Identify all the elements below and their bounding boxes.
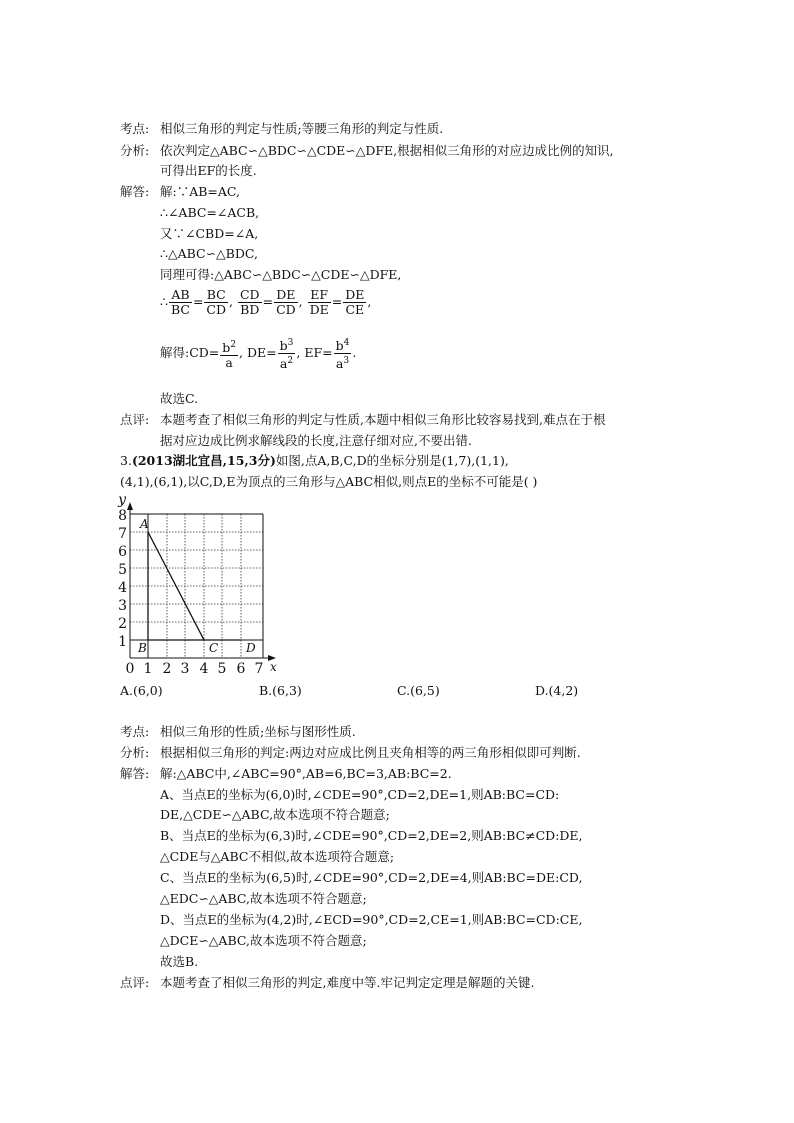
x-tick-3: 3 [180,661,190,677]
question-3-line-1: 3.(2013湖北宜昌,15,3分)如图,点A,B,C,D的坐标分别是(1,7),(1,1), [120,453,509,468]
jieda-label-2: 解答: [120,766,150,781]
x-tick-4: 4 [199,661,209,677]
option-a: A.(6,0) [120,683,163,698]
solution2-option-d-1: D、当点E的坐标为(4,2)时,∠ECD=90°,CD=2,CE=1,则AB:BC=CD:CE, [160,912,583,927]
solution-step-4: ∴△ABC∽△BDC, [160,246,258,261]
solution2-option-d-2: △DCE∽△ABC,故本选项不符合题意; [160,933,367,948]
question-source: (2013湖北宜昌,15,3分) [131,453,276,468]
x-tick-6: 6 [236,661,246,677]
dianping-text-2: 据对应边成比例求解线段的长度,注意仔细对应,不要出错. [160,433,472,448]
fraction: $\frac{b^4}{a^3}$ [335,338,350,372]
x-tick-5: 5 [217,661,227,677]
kaodian-label: 考点: [120,121,150,136]
solution2-option-c-2: △EDC∽△ABC,故本选项不符合题意; [160,891,367,906]
x-tick-2: 2 [162,661,172,677]
solution-step-5: 同理可得:△ABC∽△BDC∽△CDE∽△DFE, [160,267,402,282]
fraction: $\frac{b^3}{a^2}$ [279,338,294,372]
y-axis-arrow-icon [127,502,133,510]
fenxi-label-2: 分析: [120,745,150,760]
solution2-option-c-1: C、当点E的坐标为(6,5)时,∠CDE=90°,CD=2,DE=4,则AB:BC=DE:CD, [160,870,583,885]
point-b-label: B [138,641,147,655]
y-tick-2: 2 [118,616,127,632]
fraction: $\frac{DE}{CD}$ [276,287,296,317]
fraction: $\frac{EF}{DE}$ [309,287,329,317]
solution-step-2: ∴∠ABC=∠ACB, [160,205,260,220]
jieda-label: 解答: [120,184,150,199]
dianping-label-2: 点评: [120,975,150,990]
x-axis-label: x [270,660,277,674]
solution-step-1: 解:∵AB=AC, [160,184,241,199]
solution2-option-b-1: B、当点E的坐标为(6,3)时,∠CDE=90°,CD=2,DE=2,则AB:BC≠CD:DE, [160,828,583,843]
coordinate-grid-figure [112,492,288,678]
y-tick-5: 5 [118,562,127,578]
fenxi-text-1: 依次判定△ABC∽△BDC∽△CDE∽△DFE,根据相似三角形的对应边成比例的知识, [160,143,614,158]
y-tick-8: 8 [118,508,127,524]
point-c-label: C [209,641,219,655]
option-b: B.(6,3) [259,683,302,698]
x-tick-1: 1 [143,661,153,677]
fraction: $\frac{b^2}{a}$ [222,339,237,370]
ratio-equations: ∴ $\frac{AB}{BC}$ = $\frac{BC}{CD}$ , $\frac{CD}{BD}$ = $\frac{DE}{CD}$ , $\frac{EF}{DE}$ = $\frac{DE}{CE}$ , [160,287,372,317]
solution-step-3: 又∵∠CBD=∠A, [160,226,259,241]
dianping-label: 点评: [120,412,150,427]
kaodian-text-2: 相似三角形的性质;坐标与图形性质. [160,724,356,739]
fraction: $\frac{AB}{BC}$ [170,287,190,317]
kaodian-text: 相似三角形的判定与性质;等腰三角形的判定与性质. [160,121,444,136]
fraction: $\frac{BC}{CD}$ [206,287,227,317]
y-tick-1: 1 [118,634,127,650]
kaodian-label-2: 考点: [120,724,150,739]
solve-equations: 解得:CD= $\frac{b^2}{a}$ , DE= $\frac{b^3}{a^2}$ , EF= $\frac{b^4}{a^3}$ . [160,338,357,372]
solution2-option-a-1: A、当点E的坐标为(6,0)时,∠CDE=90°,CD=2,DE=1,则AB:BC=CD: [160,787,560,802]
y-tick-6: 6 [118,544,127,560]
fenxi-text-2: 可得出EF的长度. [160,163,257,178]
dianping-text-1: 本题考查了相似三角形的判定与性质,本题中相似三角形比较容易找到,难点在于根 [160,412,606,427]
solution2-option-b-2: △CDE与△ABC不相似,故本选项符合题意; [160,849,395,864]
y-tick-4: 4 [118,580,127,596]
fraction: $\frac{DE}{CE}$ [345,287,365,317]
question-3-line-2: (4,1),(6,1),以C,D,E为顶点的三角形与△ABC相似,则点E的坐标不可能是( ) [120,474,538,489]
solution2-option-a-2: DE,△CDE∽△ABC,故本选项不符合题意; [160,807,390,822]
solution2-step-0: 解:△ABC中,∠ABC=90°,AB=6,BC=3,AB:BC=2. [160,766,452,781]
fenxi-label: 分析: [120,143,150,158]
y-tick-3: 3 [118,598,127,614]
y-axis-label: y [118,492,126,508]
dianping-text-2b: 本题考查了相似三角形的判定,难度中等.牢记判定定理是解题的关键. [160,975,535,990]
fenxi-text-2b: 根据相似三角形的判定:两边对应成比例且夹角相等的两三角形相似即可判断. [160,745,581,760]
choose-answer: 故选C. [160,391,199,406]
x-tick-7: 7 [254,661,264,677]
choose-answer-2: 故选B. [160,954,199,969]
fraction: $\frac{CD}{BD}$ [239,287,260,317]
y-tick-7: 7 [118,526,127,542]
point-d-label: D [246,641,256,655]
point-a-label: A [140,517,149,531]
option-d: D.(4,2) [535,683,579,698]
option-c: C.(6,5) [397,683,440,698]
x-tick-0: 0 [125,661,135,677]
